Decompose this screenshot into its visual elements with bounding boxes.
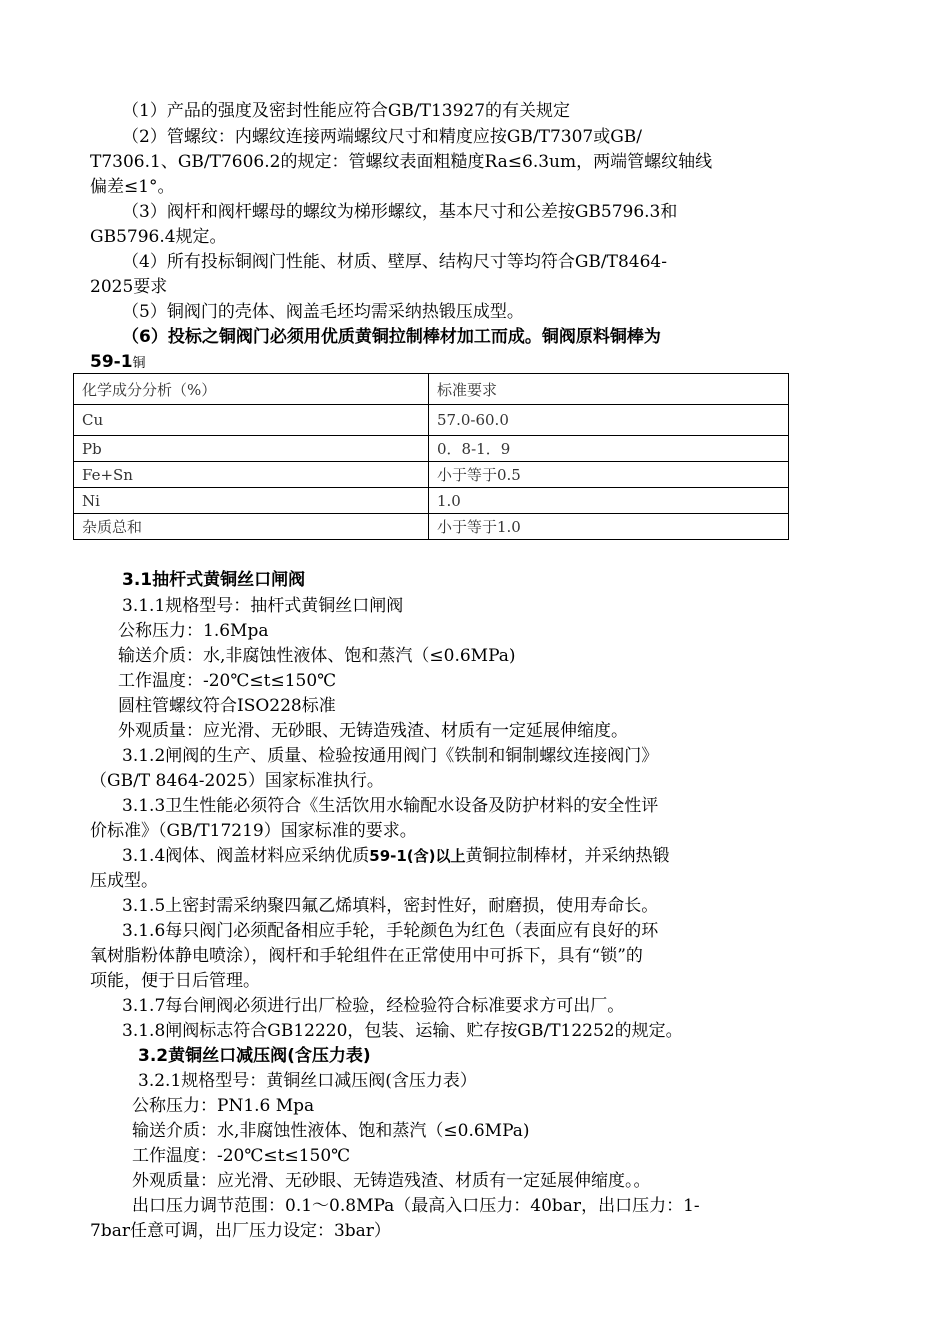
section-3-2-title: 3.2黄铜丝口减压阀(含压力表): [138, 1046, 371, 1066]
s31-line: （GB/T 8464-2025）国家标准执行。: [90, 771, 384, 791]
s31-line: 价标准》（GB/T17219）国家标准的要求。: [90, 821, 417, 841]
s31-line: 3.1.7每台闸阀必须进行出厂检验，经检验符合标准要求方可出厂。: [122, 996, 625, 1016]
table-row: [74, 514, 789, 540]
s31-line: 3.1.1规格型号：抽杆式黄铜丝口闸阀: [122, 596, 404, 616]
s31-line: 3.1.3卫生性能必须符合《生活饮用水输配水设备及防护材料的安全性评: [122, 796, 659, 816]
s31-line: 输送介质：水,非腐蚀性液体、饱和蒸汽（≤0.6MPa): [118, 646, 516, 666]
s31-line: 公称压力：1.6Mpa: [118, 621, 269, 641]
req-thread-1: （2）管螺纹：内螺纹连接两端螺纹尺寸和精度应按GB/T7307或GB/: [122, 127, 643, 147]
s31-line: 3.1.2闸阀的生产、质量、检验按通用阀门《铁制和铜制螺纹连接阀门》: [122, 746, 659, 766]
table-cell: 0．8-1．9: [429, 436, 789, 462]
s32-line: 工作温度：-20℃≤t≤150℃: [132, 1146, 351, 1166]
table-cell: 小于等于1.0: [429, 514, 789, 540]
s31-line: 圆柱管螺纹符合ISO228标准: [118, 696, 336, 716]
table-row: [74, 488, 789, 514]
req-forging: （5）铜阀门的壳体、阀盖毛坯均需采纳热锻压成型。: [122, 302, 524, 322]
req-brass-rod-1: （6）投标之铜阀门必须用优质黄铜拉制棒材加工而成。铜阀原料铜棒为: [122, 327, 661, 347]
brass-grade-suffix: 铜: [132, 356, 146, 371]
req-stem-2: GB5796.4规定。: [90, 227, 227, 247]
table-cell: 1.0: [429, 488, 789, 514]
req-performance-1: （4）所有投标铜阀门性能、材质、壁厚、结构尺寸等均符合GB/T8464-: [122, 252, 667, 272]
s31-314-part-c: 黄铜拉制棒材，并采纳热锻: [465, 846, 670, 866]
req-brass-rod-2: [90, 351, 146, 375]
s31-line: 工作温度：-20℃≤t≤150℃: [118, 671, 337, 691]
s32-line: 7bar任意可调，出厂压力设定：3bar）: [90, 1221, 391, 1241]
table-header-cell: 化学成分分析（%）: [74, 374, 429, 405]
table-cell: 杂质总和: [74, 514, 429, 540]
table-cell: Fe+Sn: [74, 462, 429, 488]
s32-line: 输送介质：水,非腐蚀性液体、饱和蒸汽（≤0.6MPa): [132, 1121, 530, 1141]
table-cell: Pb: [74, 436, 429, 462]
s31-314-grade: 59-1(含)以上: [369, 847, 466, 865]
s31-line: 3.1.5上密封需采纳聚四氟乙烯填料，密封性好，耐磨损，使用寿命长。: [122, 896, 659, 916]
table-cell: 57.0-60.0: [429, 405, 789, 436]
req-stem-1: （3）阀杆和阀杆螺母的螺纹为梯形螺纹，基本尺寸和公差按GB5796.3和: [122, 202, 678, 222]
s32-line: 出口压力调节范围：0.1～0.8MPa（最高入口压力：40bar，出口压力：1-: [132, 1196, 700, 1216]
table-header-row: [74, 374, 789, 405]
s31-line: 外观质量：应光滑、无砂眼、无铸造残渣、材质有一定延展伸缩度。: [118, 721, 628, 741]
section-3-1-title: 3.1抽杆式黄铜丝口闸阀: [122, 570, 306, 590]
req-thread-3: 偏差≤1°。: [90, 177, 175, 197]
table-cell: Cu: [74, 405, 429, 436]
composition-table: [73, 373, 789, 540]
table-header-cell: 标准要求: [429, 374, 789, 405]
table-row: [74, 436, 789, 462]
s32-line: 3.2.1规格型号：黄铜丝口减压阀(含压力表）: [138, 1071, 477, 1091]
s32-line: 外观质量：应光滑、无砂眼、无铸造残渣、材质有一定延展伸缩度。。: [132, 1171, 651, 1191]
s31-line: 3.1.8闸阀标志符合GB12220，包装、运输、贮存按GB/T12252的规定。: [122, 1021, 683, 1041]
s31-line: 压成型。: [90, 871, 158, 891]
s31-line: 氧树脂粉体静电喷涂），阀杆和手轮组件在正常使用中可拆下，具有“锁”的: [90, 946, 643, 966]
table-row: [74, 405, 789, 436]
req-thread-2: T7306.1、GB/T7606.2的规定：管螺纹表面粗糙度Ra≤6.3um，两端管螺纹轴线: [90, 152, 713, 172]
s31-line: 项能，便于日后管理。: [90, 971, 260, 991]
s31-line-314: [122, 845, 670, 867]
table-row: [74, 462, 789, 488]
table-cell: Ni: [74, 488, 429, 514]
req-performance-2: 2025要求: [90, 277, 168, 297]
s31-314-part-a: 3.1.4阀体、阀盖材料应采纳优质: [122, 846, 370, 866]
req-strength: （1）产品的强度及密封性能应符合GB/T13927的有关规定: [122, 101, 571, 121]
table-cell: 小于等于0.5: [429, 462, 789, 488]
s31-line: 3.1.6每只阀门必须配备相应手轮，手轮颜色为红色（表面应有良好的环: [122, 921, 659, 941]
s32-line: 公称压力：PN1.6 Mpa: [132, 1096, 315, 1116]
brass-grade: 59-1: [90, 352, 133, 372]
